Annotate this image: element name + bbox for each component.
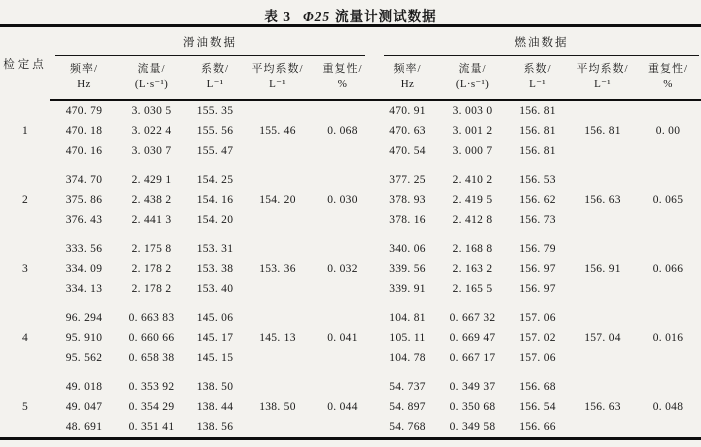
lube-rep-cell: 0. 030 [327, 194, 358, 206]
fuel-freq-cell: 104. 78 [389, 352, 426, 364]
lube-coef-cell: 154. 25 [196, 174, 234, 186]
fuel-flow-cell: 0. 667 17 [449, 352, 496, 364]
fuel-avg-cell: 156. 63 [584, 194, 621, 206]
lube-flow-cell: 0. 660 66 [128, 332, 175, 344]
lube-coef-cell: 155. 56 [196, 125, 234, 137]
col-header-top: 流量/ [458, 63, 487, 75]
fuel-flow-cell: 2. 419 5 [452, 194, 493, 206]
checkpoint-cell: 3 [21, 263, 29, 275]
fuel-coef-cell: 156. 62 [519, 194, 556, 206]
fuel-coef-cell: 157. 02 [519, 332, 556, 344]
lube-group-label: 滑油数据 [55, 27, 365, 56]
fuel-coef-cell: 156. 81 [519, 105, 556, 117]
col-header-unit: (L·s⁻¹) [134, 78, 169, 90]
lube-repeatability-header [310, 56, 375, 100]
col-header-unit: Hz [400, 78, 415, 90]
fuel-rep-cell: 0. 00 [655, 125, 681, 137]
lube-coef-cell: 155. 47 [196, 145, 234, 157]
col-header-unit: (L·s⁻¹) [455, 78, 490, 90]
meter-model: Φ25 [302, 9, 331, 24]
fuel-flow-cell: 2. 410 2 [452, 174, 493, 186]
lube-avg-cell: 138. 50 [259, 401, 296, 413]
table-caption-text: 流量计测试数据 [335, 9, 437, 24]
col-header-unit: L⁻¹ [206, 78, 224, 90]
col-header-unit: % [337, 78, 348, 90]
lube-freq-cell: 49. 018 [65, 381, 103, 393]
col-header-top: 系数/ [523, 63, 552, 75]
fuel-freq-cell: 54. 737 [389, 381, 426, 393]
fuel-flow-cell: 0. 669 47 [449, 332, 496, 344]
lube-coef-cell: 153. 31 [196, 243, 234, 255]
lube-freq-cell: 374. 70 [65, 174, 103, 186]
col-header-unit: L⁻¹ [529, 78, 546, 90]
fuel-coef-cell: 156. 54 [519, 401, 556, 413]
lube-flow-cell: 0. 658 38 [128, 352, 175, 364]
fuel-freq-cell: 377. 25 [389, 174, 426, 186]
fuel-freq-cell: 105. 11 [389, 332, 426, 344]
fuel-freq-cell: 54. 768 [389, 421, 426, 433]
lube-flow-cell: 2. 441 3 [131, 214, 172, 226]
flowmeter-test-data-table [0, 24, 701, 440]
table-row [0, 368, 701, 397]
lube-coef-cell: 154. 16 [196, 194, 234, 206]
lube-rep-cell: 0. 068 [327, 125, 358, 137]
lube-freq-cell: 470. 16 [65, 145, 103, 157]
fuel-coef-cell: 157. 06 [519, 312, 556, 324]
col-header-unit: L⁻¹ [594, 78, 611, 90]
lube-flow-cell: 2. 178 2 [131, 283, 172, 295]
fuel-flow-cell: 2. 412 8 [452, 214, 493, 226]
col-header-top: 频率/ [393, 63, 422, 75]
lube-coef-cell: 153. 38 [196, 263, 234, 275]
fuel-flow-cell: 0. 350 68 [449, 401, 496, 413]
lube-coef-cell: 155. 35 [196, 105, 234, 117]
fuel-coef-cell: 156. 68 [519, 381, 556, 393]
fuel-flow-cell: 3. 003 0 [452, 105, 493, 117]
fuel-flow-cell: 2. 165 5 [452, 283, 493, 295]
fuel-flow-cell: 3. 001 2 [452, 125, 493, 137]
lube-flow-header [118, 56, 185, 100]
fuel-freq-cell: 339. 91 [389, 283, 426, 295]
fuel-avg-cell: 156. 91 [584, 263, 621, 275]
checkpoint-cell: 5 [21, 401, 29, 413]
lube-coef-cell: 154. 20 [196, 214, 234, 226]
fuel-coef-cell: 156. 73 [519, 214, 556, 226]
fuel-freq-cell: 54. 897 [389, 401, 426, 413]
col-header-top: 频率/ [69, 63, 99, 75]
lube-flow-cell: 2. 175 8 [131, 243, 172, 255]
checkpoint-column-header: 检定点 [3, 58, 47, 71]
fuel-freq-cell: 104. 81 [389, 312, 426, 324]
checkpoint-cell: 1 [21, 124, 29, 137]
lube-freq-cell: 333. 56 [65, 243, 103, 255]
lube-avg-cell: 154. 20 [259, 194, 296, 206]
lube-flow-cell: 2. 438 2 [131, 194, 172, 206]
fuel-flow-header [440, 56, 505, 100]
fuel-avg-cell: 156. 63 [584, 401, 621, 413]
lube-freq-cell: 95. 562 [65, 352, 103, 364]
col-header-top: 重复性/ [322, 63, 363, 75]
fuel-coef-cell: 156. 97 [519, 283, 556, 295]
table-row [0, 161, 701, 190]
col-header-unit: L⁻¹ [269, 78, 286, 90]
lube-freq-cell: 49. 047 [65, 401, 103, 413]
lube-freq-cell: 48. 691 [65, 421, 103, 433]
lube-freq-cell: 96. 294 [65, 312, 103, 324]
lube-flow-cell: 0. 354 29 [128, 401, 175, 413]
lube-coef-header [185, 56, 245, 100]
lube-freq-cell: 334. 09 [65, 263, 103, 275]
fuel-coef-cell: 156. 53 [519, 174, 556, 186]
fuel-freq-cell: 470. 63 [389, 125, 426, 137]
lube-freq-cell: 470. 18 [65, 125, 103, 137]
col-header-top: 平均系数/ [251, 63, 304, 75]
lube-avg-coef-header [245, 56, 310, 100]
fuel-flow-cell: 0. 349 37 [449, 381, 496, 393]
lube-coef-cell: 138. 56 [196, 421, 234, 433]
lube-freq-cell: 375. 86 [65, 194, 103, 206]
fuel-avg-cell: 156. 81 [584, 125, 621, 137]
lube-flow-cell: 2. 429 1 [131, 174, 172, 186]
fuel-flow-cell: 2. 168 8 [452, 243, 493, 255]
lube-rep-cell: 0. 044 [327, 401, 358, 413]
table-row [0, 299, 701, 328]
lube-freq-cell: 334. 13 [65, 283, 103, 295]
lube-avg-cell: 153. 36 [259, 263, 296, 275]
fuel-coef-cell: 156. 81 [519, 125, 556, 137]
lube-rep-cell: 0. 032 [327, 263, 358, 275]
lube-coef-cell: 145. 17 [196, 332, 234, 344]
fuel-flow-cell: 3. 000 7 [452, 145, 493, 157]
fuel-group-header [375, 26, 701, 57]
lube-flow-cell: 3. 030 5 [131, 105, 172, 117]
lube-freq-cell: 376. 43 [65, 214, 103, 226]
lube-flow-cell: 3. 030 7 [131, 145, 172, 157]
col-header-top: 重复性/ [647, 63, 689, 75]
fuel-freq-cell: 340. 06 [389, 243, 426, 255]
lube-flow-cell: 0. 351 41 [128, 421, 175, 433]
lube-coef-cell: 153. 40 [196, 283, 234, 295]
lube-freq-header [50, 56, 118, 100]
table-caption [0, 0, 701, 24]
lube-avg-cell: 155. 46 [259, 125, 296, 137]
fuel-flow-cell: 0. 349 58 [449, 421, 496, 433]
fuel-freq-header [375, 56, 440, 100]
col-header-top: 流量/ [137, 63, 166, 75]
lube-freq-cell: 95. 910 [65, 332, 103, 344]
lube-coef-cell: 138. 50 [196, 381, 234, 393]
lube-coef-cell: 145. 15 [196, 352, 234, 364]
fuel-coef-cell: 157. 06 [519, 352, 556, 364]
fuel-repeatability-header [635, 56, 701, 100]
fuel-freq-cell: 470. 54 [389, 145, 426, 157]
fuel-coef-cell: 156. 81 [519, 145, 556, 157]
fuel-avg-cell: 157. 04 [584, 332, 621, 344]
col-header-unit: % [663, 78, 673, 90]
col-header-unit: Hz [77, 78, 91, 90]
lube-coef-cell: 145. 06 [196, 312, 234, 324]
lube-flow-cell: 0. 353 92 [128, 381, 175, 393]
fuel-coef-header [505, 56, 570, 100]
fuel-freq-cell: 470. 91 [389, 105, 426, 117]
fuel-rep-cell: 0. 016 [652, 332, 684, 344]
fuel-group-label: 燃油数据 [384, 27, 699, 56]
lube-flow-cell: 0. 663 83 [128, 312, 175, 324]
lube-flow-cell: 3. 022 4 [131, 125, 172, 137]
lube-coef-cell: 138. 44 [196, 401, 234, 413]
checkpoint-cell: 2 [21, 194, 29, 206]
group-header-row [0, 26, 701, 57]
fuel-coef-cell: 156. 97 [519, 263, 556, 275]
lube-rep-cell: 0. 041 [327, 332, 358, 344]
fuel-freq-cell: 378. 16 [389, 214, 426, 226]
table-row [0, 100, 701, 121]
lube-freq-cell: 470. 79 [65, 105, 103, 117]
table-number: 表 3 [264, 9, 291, 24]
fuel-avg-coef-header [570, 56, 635, 100]
col-header-top: 系数/ [200, 63, 230, 75]
fuel-freq-cell: 339. 56 [389, 263, 426, 275]
checkpoint-cell: 4 [21, 332, 29, 344]
lube-avg-cell: 145. 13 [259, 332, 296, 344]
fuel-flow-cell: 2. 163 2 [452, 263, 493, 275]
fuel-freq-cell: 378. 93 [389, 194, 426, 206]
fuel-rep-cell: 0. 066 [652, 263, 684, 275]
fuel-flow-cell: 0. 667 32 [449, 312, 496, 324]
col-header-top: 平均系数/ [576, 63, 629, 75]
lube-group-header [50, 26, 375, 57]
fuel-rep-cell: 0. 065 [652, 194, 684, 206]
sub-header-row [0, 56, 701, 100]
fuel-rep-cell: 0. 048 [652, 401, 684, 413]
fuel-coef-cell: 156. 66 [519, 421, 556, 433]
table-row [0, 230, 701, 259]
fuel-coef-cell: 156. 79 [519, 243, 556, 255]
lube-flow-cell: 2. 178 2 [131, 263, 172, 275]
